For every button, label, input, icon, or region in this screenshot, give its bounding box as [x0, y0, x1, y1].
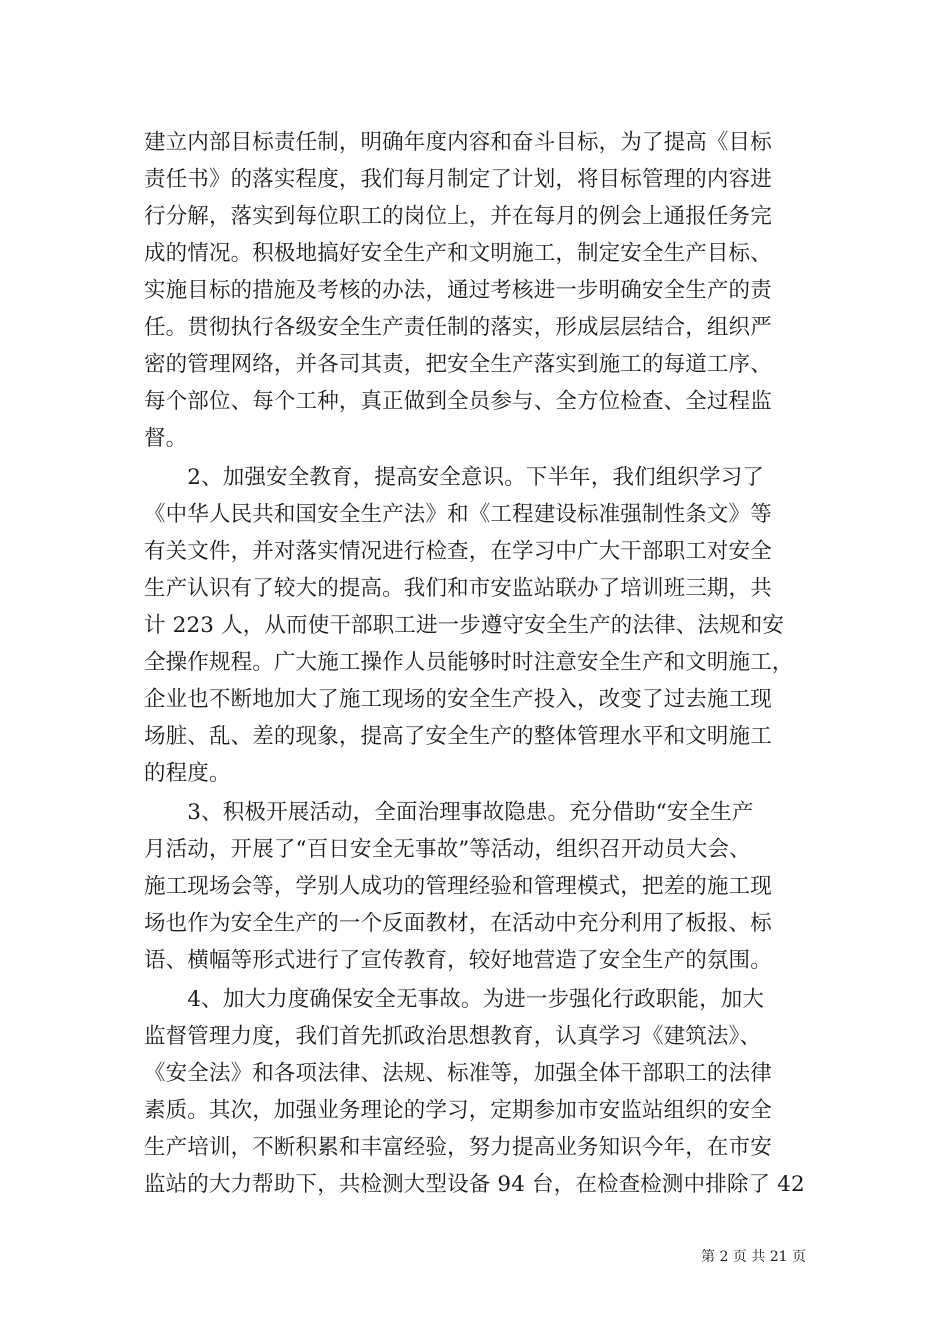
page-number-footer: 第 2 页 共 21 页 — [701, 1249, 806, 1265]
text-line: 每个部位、每个工种，真正做到全员参与、全方位检查、全过程监 — [144, 389, 772, 414]
text-line: 全操作规程。广大施工操作人员能够时时注意安全生产和文明施工， — [144, 650, 794, 675]
text-line: 监督管理力度，我们首先抓政治思想教育，认真学习《建筑法》、 — [144, 1024, 762, 1049]
text-line: 《安全法》和各项法律、法规、标准等，加强全体干部职工的法律 — [144, 1061, 772, 1086]
text-line: 建立内部目标责任制，明确年度内容和奋斗目标，为了提高《目标 — [144, 130, 772, 155]
text-line: 计 223 人，从而使干部职工进一步遵守安全生产的法律、法规和安 — [144, 613, 785, 638]
text-line: 《中华人民共和国安全生产法》和《工程建设标准强制性条文》等 — [144, 502, 772, 527]
text-line: 密的管理网络，并各司其责，把安全生产落实到施工的每道工序、 — [144, 352, 772, 377]
text-line: 责任书》的落实程度，我们每月制定了计划，将目标管理的内容进 — [144, 167, 772, 192]
text-line: 企业也不断地加大了施工现场的安全生产投入，改变了过去施工现 — [144, 687, 772, 712]
text-line: 语、横幅等形式进行了宣传教育，较好地营造了安全生产的氛围。 — [144, 948, 772, 973]
text-line: 场脏、乱、差的现象，提高了安全生产的整体管理水平和文明施工 — [144, 724, 772, 749]
text-line: 素质。其次，加强业务理论的学习，定期参加市安监站组织的安全 — [144, 1098, 772, 1123]
text-line: 任。贯彻执行各级安全生产责任制的落实，形成层层结合，组织严 — [144, 315, 772, 340]
text-line: 成的情况。积极地搞好安全生产和文明施工，制定安全生产目标、 — [144, 241, 772, 266]
text-line: 生产认识有了较大的提高。我们和市安监站联办了培训班三期，共 — [144, 576, 772, 601]
text-line: 监站的大力帮助下，共检测大型设备 94 台，在检查检测中排除了 42 — [144, 1172, 805, 1197]
text-line: 场也作为安全生产的一个反面教材，在活动中充分利用了板报、标 — [144, 911, 772, 936]
paragraph-2-first-line: 2、加强安全教育，提高安全意识。下半年，我们组织学习了 — [144, 465, 765, 490]
text-line: 实施目标的措施及考核的办法，通过考核进一步明确安全生产的责 — [144, 278, 772, 303]
text-line: 有关文件，并对落实情况进行检查，在学习中广大干部职工对安全 — [144, 539, 772, 564]
text-line: 行分解，落实到每位职工的岗位上，并在每月的例会上通报任务完 — [144, 204, 772, 229]
text-line: 月活动，开展了“百日安全无事故”等活动，组织召开动员大会、 — [144, 837, 751, 862]
text-line: 生产培训，不断积累和丰富经验，努力提高业务知识今年，在市安 — [144, 1135, 772, 1160]
text-line: 施工现场会等，学别人成功的管理经验和管理模式，把差的施工现 — [144, 874, 772, 899]
text-line: 的程度。 — [144, 761, 231, 786]
paragraph-4-first-line: 4、加大力度确保安全无事故。为进一步强化行政职能，加大 — [144, 987, 765, 1012]
paragraph-3-first-line: 3、积极开展活动，全面治理事故隐患。充分借助“安全生产 — [144, 800, 754, 825]
text-line: 督。 — [144, 426, 188, 451]
